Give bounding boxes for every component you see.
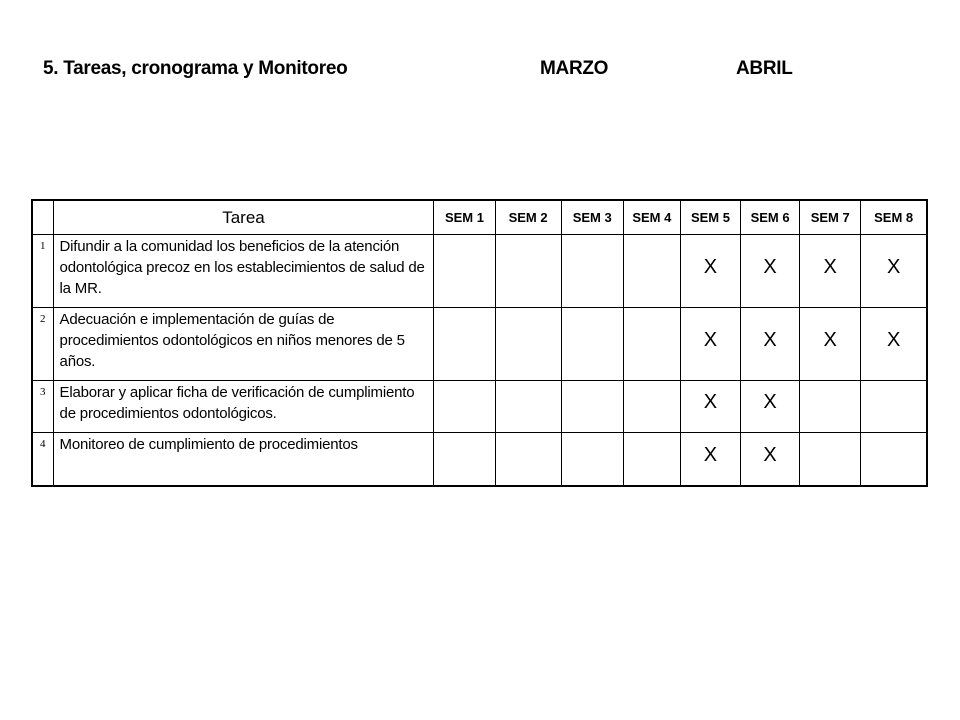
week-mark [561, 235, 623, 308]
table-row [32, 308, 927, 381]
week-mark: X [800, 308, 861, 381]
header-week-7: SEM 7 [800, 200, 861, 235]
header-week-6: SEM 6 [741, 200, 800, 235]
week-mark [561, 308, 623, 381]
week-mark: X [680, 433, 740, 487]
row-number: 4 [32, 433, 53, 487]
week-mark: X [741, 308, 800, 381]
row-number: 2 [32, 308, 53, 381]
week-mark: X [741, 381, 800, 433]
task-description: Elaborar y aplicar ficha de verificación de cumplimiento de procedimientos odontológicos. [53, 381, 434, 433]
header-week-8: SEM 8 [861, 200, 927, 235]
week-mark [861, 381, 927, 433]
week-mark [434, 308, 495, 381]
month-label-marzo: MARZO [540, 58, 609, 79]
week-mark [800, 381, 861, 433]
week-mark [861, 433, 927, 487]
week-mark [623, 381, 680, 433]
task-description: Difundir a la comunidad los beneficios de la atención odontológica precoz en los establecimientos de salud de la MR. [53, 235, 434, 308]
section-title: 5. Tareas, cronograma y Monitoreo [43, 58, 348, 79]
week-mark: X [741, 235, 800, 308]
table-row [32, 381, 927, 433]
header-week-5: SEM 5 [680, 200, 740, 235]
week-mark [623, 235, 680, 308]
week-mark [623, 308, 680, 381]
task-description: Monitoreo de cumplimiento de procedimientos [53, 433, 434, 487]
row-number: 3 [32, 381, 53, 433]
row-number: 1 [32, 235, 53, 308]
week-mark: X [680, 235, 740, 308]
table-row [32, 433, 927, 487]
header-week-1: SEM 1 [434, 200, 495, 235]
header-week-3: SEM 3 [561, 200, 623, 235]
week-mark [495, 308, 561, 381]
table-row [32, 235, 927, 308]
week-mark [495, 433, 561, 487]
week-mark [800, 433, 861, 487]
task-description: Adecuación e implementación de guías de procedimientos odontológicos en niños menores de 5 años. [53, 308, 434, 381]
week-mark: X [861, 235, 927, 308]
week-mark [623, 433, 680, 487]
week-mark [434, 381, 495, 433]
week-mark [561, 381, 623, 433]
week-mark: X [680, 308, 740, 381]
task-schedule-table [31, 199, 928, 487]
week-mark: X [680, 381, 740, 433]
header-week-2: SEM 2 [495, 200, 561, 235]
week-mark: X [800, 235, 861, 308]
table-header-row [32, 200, 927, 235]
week-mark: X [741, 433, 800, 487]
week-mark: X [861, 308, 927, 381]
week-mark [495, 381, 561, 433]
week-mark [434, 235, 495, 308]
header-task: Tarea [53, 200, 434, 235]
header-num-cell [32, 200, 53, 235]
week-mark [495, 235, 561, 308]
week-mark [434, 433, 495, 487]
month-label-abril: ABRIL [736, 58, 793, 79]
week-mark [561, 433, 623, 487]
header-week-4: SEM 4 [623, 200, 680, 235]
